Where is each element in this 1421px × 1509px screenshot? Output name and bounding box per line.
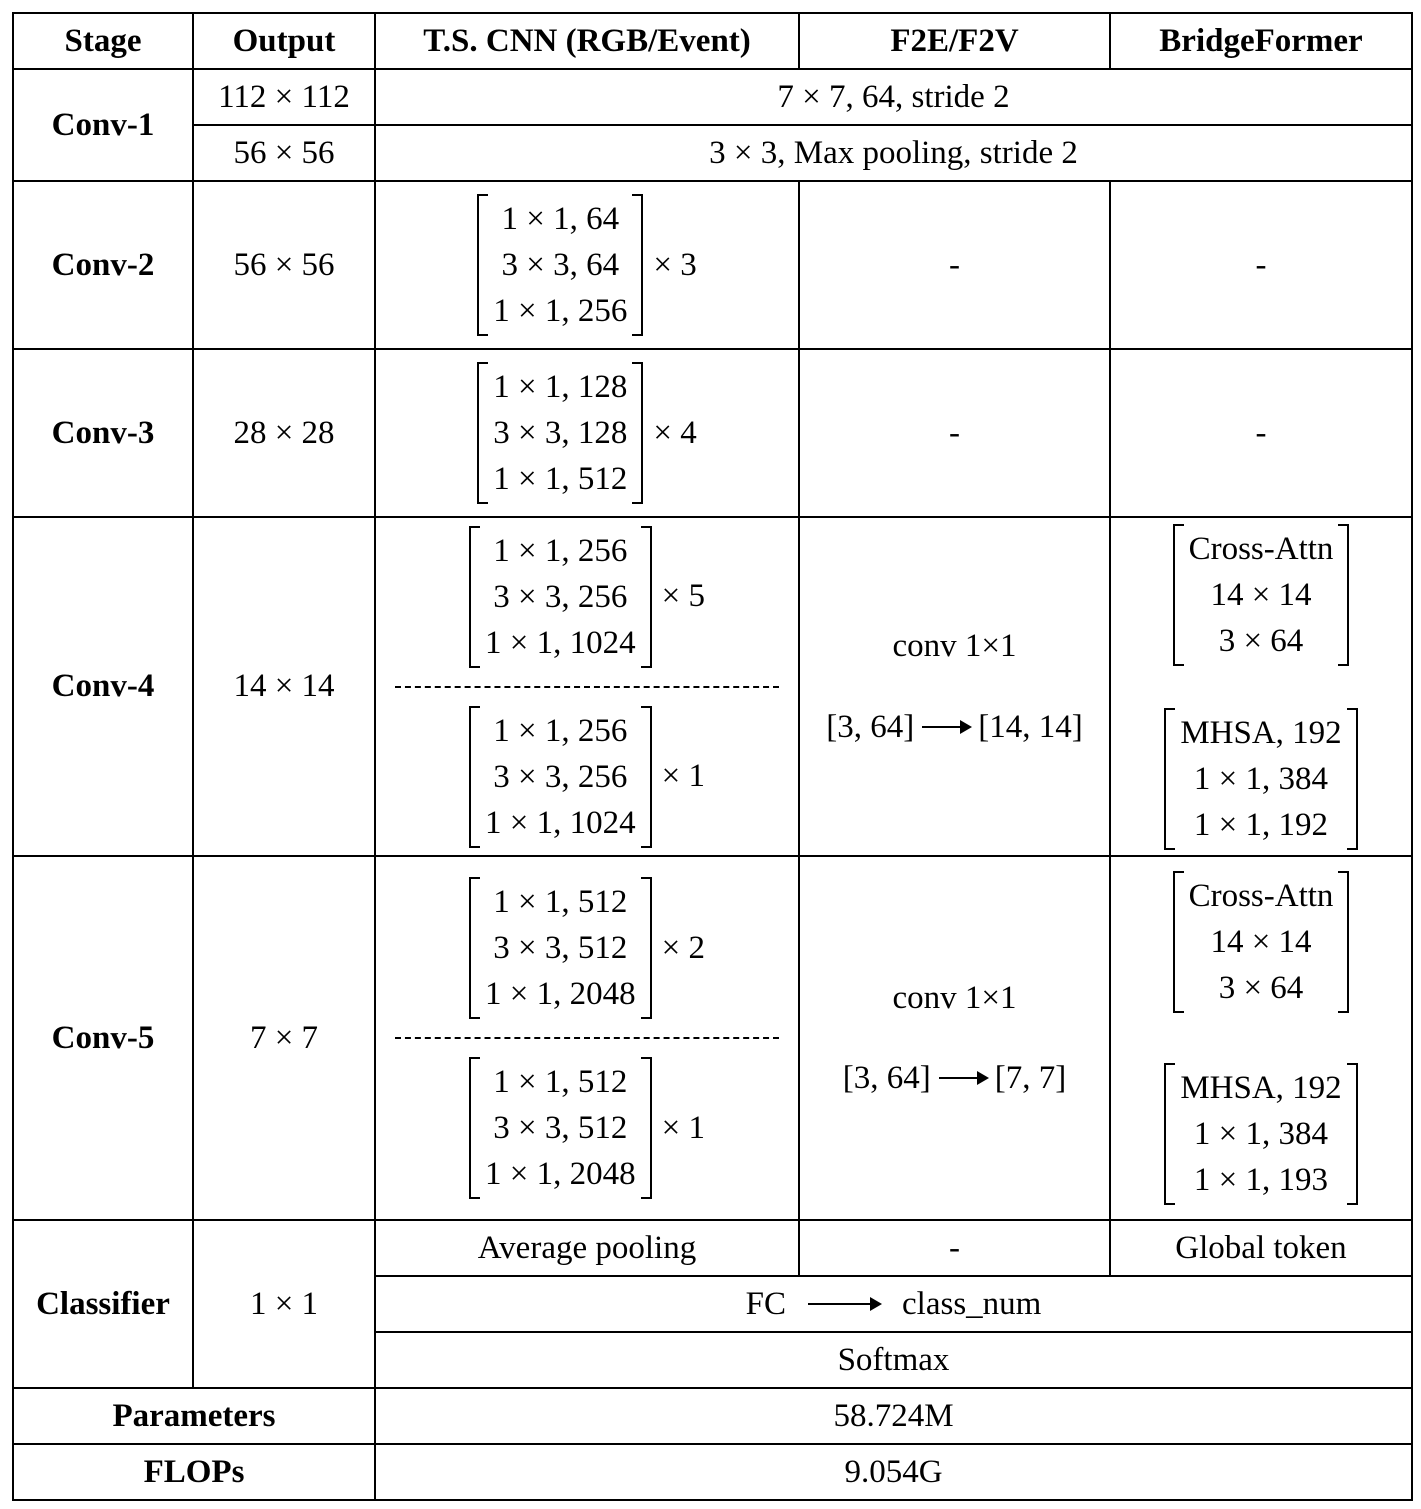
conv1-spec-2: 3 × 3, Max pooling, stride 2	[375, 125, 1412, 181]
conv5-block-a	[469, 877, 652, 1019]
header-output: Output	[193, 13, 375, 69]
conv5-block-b-line: 1 × 1, 2048	[485, 1156, 636, 1192]
conv5-f2-to: [7, 7]	[994, 1060, 1067, 1096]
header-bridgeformer: BridgeFormer	[1110, 13, 1412, 69]
parameters-label: Parameters	[13, 1388, 375, 1444]
conv3-repeat: × 4	[653, 414, 697, 451]
conv4-bridge-a-line: 14 × 14	[1210, 576, 1312, 613]
conv5-f2-from: [3, 64]	[842, 1060, 931, 1096]
stage-conv1: Conv-1	[13, 69, 193, 181]
conv5-block-b-line: 1 × 1, 512	[493, 1064, 628, 1100]
conv4-bridge	[1110, 517, 1412, 856]
conv5-bridge-b	[1164, 1063, 1357, 1205]
header-ts-cnn: T.S. CNN (RGB/Event)	[375, 13, 799, 69]
classifier-bridge: Global token	[1110, 1220, 1412, 1276]
conv5-dashed-divider	[395, 1037, 779, 1039]
conv2-block-line: 1 × 1, 64	[501, 201, 620, 237]
conv5-bridge-b-line: 1 × 1, 384	[1193, 1116, 1329, 1152]
classifier-pool: Average pooling	[375, 1220, 799, 1276]
classifier-f2: -	[799, 1220, 1110, 1276]
conv5-block-a-line: 1 × 1, 512	[493, 884, 628, 920]
conv2-cnn	[375, 181, 799, 349]
conv2-bridge: -	[1110, 181, 1412, 349]
parameters-row	[13, 1388, 1412, 1444]
conv4-row	[13, 517, 1412, 856]
conv5-block-b	[469, 1057, 652, 1199]
conv3-bridge: -	[1110, 349, 1412, 517]
conv3-block-line: 1 × 1, 128	[493, 369, 628, 405]
conv4-f2-from: [3, 64]	[826, 708, 915, 745]
right-arrow-icon	[808, 1303, 880, 1305]
conv5-bridge-a	[1173, 871, 1350, 1013]
conv3-block	[477, 362, 643, 504]
conv2-repeat: × 3	[653, 246, 697, 283]
conv4-repeat-b: × 1	[661, 758, 705, 795]
conv5-block-b-line: 3 × 3, 512	[493, 1110, 628, 1146]
stage-conv2: Conv-2	[13, 181, 193, 349]
header-f2e-f2v: F2E/F2V	[799, 13, 1110, 69]
stage-conv3: Conv-3	[13, 349, 193, 517]
classifier-row-1	[13, 1220, 1412, 1276]
conv1-row-2	[13, 125, 1412, 181]
conv3-row	[13, 349, 1412, 517]
conv5-f2-mapping	[843, 1060, 1066, 1096]
conv5-block-a-line: 3 × 3, 512	[493, 930, 628, 966]
conv4-block-a-line: 1 × 1, 256	[493, 532, 628, 569]
classifier-fc	[375, 1276, 1412, 1332]
conv3-output: 28 × 28	[193, 349, 375, 517]
flops-label: FLOPs	[13, 1444, 375, 1500]
conv4-bridge-b-line: 1 × 1, 384	[1193, 760, 1329, 797]
conv4-f2-to: [14, 14]	[978, 708, 1083, 745]
architecture-table	[12, 12, 1413, 1501]
conv1-output-2: 56 × 56	[193, 125, 375, 181]
conv2-output: 56 × 56	[193, 181, 375, 349]
conv4-bridge-a-line: 3 × 64	[1218, 622, 1304, 659]
conv3-cnn	[375, 349, 799, 517]
conv1-output-1: 112 × 112	[193, 69, 375, 125]
header-stage: Stage	[13, 13, 193, 69]
classifier-output: 1 × 1	[193, 1220, 375, 1388]
conv4-bridge-b-line: MHSA, 192	[1180, 714, 1342, 751]
conv4-bridge-b	[1164, 708, 1357, 850]
conv4-cnn	[375, 517, 799, 856]
conv4-block-b-line: 3 × 3, 256	[493, 758, 628, 795]
conv5-repeat-a: × 2	[661, 929, 705, 966]
conv3-block-line: 1 × 1, 512	[493, 461, 628, 497]
classifier-fc-to: class_num	[902, 1285, 1042, 1322]
conv1-row-1	[13, 69, 1412, 125]
conv4-f2-mapping	[826, 709, 1082, 745]
conv4-f2	[799, 517, 1110, 856]
conv4-bridge-b-line: 1 × 1, 192	[1193, 806, 1329, 843]
conv2-block	[477, 194, 643, 336]
conv4-bridge-a	[1173, 524, 1350, 666]
header-row	[13, 13, 1412, 69]
conv2-block-line: 1 × 1, 256	[493, 293, 628, 329]
conv5-bridge-a-line: 3 × 64	[1218, 970, 1304, 1006]
right-arrow-icon	[922, 726, 970, 728]
conv4-block-a-line: 1 × 1, 1024	[485, 624, 636, 661]
conv5-cnn	[375, 856, 799, 1220]
conv5-bridge	[1110, 856, 1412, 1220]
conv4-output: 14 × 14	[193, 517, 375, 856]
stage-classifier: Classifier	[13, 1220, 193, 1388]
conv4-block-b	[469, 706, 652, 848]
conv5-f2	[799, 856, 1110, 1220]
conv5-bridge-a-line: Cross-Attn	[1188, 878, 1334, 914]
conv4-repeat-a: × 5	[661, 578, 705, 615]
conv4-block-a-line: 3 × 3, 256	[493, 578, 628, 615]
conv3-block-line: 3 × 3, 128	[493, 415, 628, 451]
conv4-block-b-line: 1 × 1, 1024	[485, 804, 636, 841]
stage-conv5: Conv-5	[13, 856, 193, 1220]
conv5-repeat-b: × 1	[661, 1109, 705, 1146]
conv4-f2-conv: conv 1×1	[892, 628, 1017, 665]
parameters-value: 58.724M	[375, 1388, 1412, 1444]
conv5-block-a-line: 1 × 1, 2048	[485, 976, 636, 1012]
conv4-bridge-a-line: Cross-Attn	[1188, 530, 1334, 567]
conv1-spec-1: 7 × 7, 64, stride 2	[375, 69, 1412, 125]
flops-row	[13, 1444, 1412, 1500]
conv5-f2-conv: conv 1×1	[892, 979, 1017, 1016]
conv5-row	[13, 856, 1412, 1220]
stage-conv4: Conv-4	[13, 517, 193, 856]
conv2-row	[13, 181, 1412, 349]
conv4-block-a	[469, 526, 652, 668]
right-arrow-icon	[939, 1077, 987, 1079]
flops-value: 9.054G	[375, 1444, 1412, 1500]
conv5-output: 7 × 7	[193, 856, 375, 1220]
conv5-bridge-b-line: 1 × 1, 193	[1193, 1162, 1329, 1198]
conv2-block-line: 3 × 3, 64	[501, 247, 620, 283]
classifier-fc-from: FC	[745, 1285, 787, 1322]
conv5-bridge-b-line: MHSA, 192	[1180, 1070, 1342, 1106]
classifier-softmax: Softmax	[375, 1332, 1412, 1388]
conv4-dashed-divider	[395, 686, 779, 688]
conv3-f2: -	[799, 349, 1110, 517]
conv4-block-b-line: 1 × 1, 256	[493, 712, 628, 749]
conv2-f2: -	[799, 181, 1110, 349]
conv5-bridge-a-line: 14 × 14	[1210, 924, 1312, 960]
